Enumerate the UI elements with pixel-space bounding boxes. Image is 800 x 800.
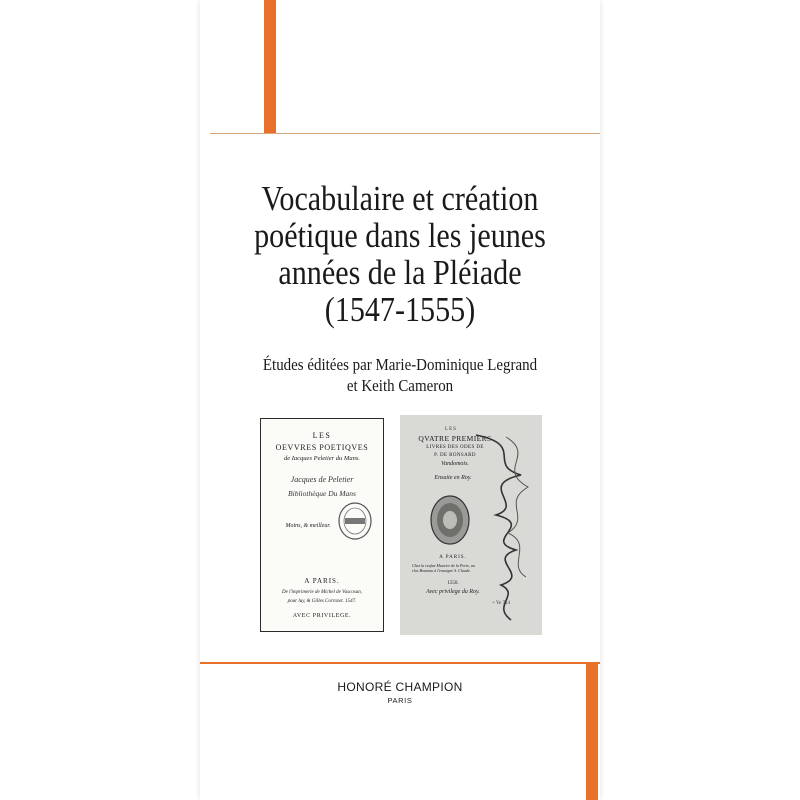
plate-shelfmark: + Ye 714 [492,601,510,606]
title-page-image-ronsard [400,415,542,635]
plate-text: LES [312,431,332,440]
plate-text: LIVRES DES ODES DE [426,445,484,450]
plate-text: Vandomois. [441,461,469,467]
plate-text: P. DE RONSARD [434,453,476,458]
plate-text: QVATRE PREMIERS [418,434,492,443]
editors-credit [242,354,559,396]
title-line: (1547-1555) [324,290,476,329]
plate-text: de Iacques Peletier du Mans. [284,455,360,462]
plate-motto: Moins, & meilleur. [285,523,331,529]
plate-place: A PARIS. [439,555,467,560]
plate-text: OEVVRES POETIQVES [275,443,369,452]
title-page-image-peletier [260,418,384,632]
editors-line: Études éditées par Marie-Dominique Legrand [262,355,538,374]
plate-imprint: pour luy, & Gilles Corrozet. 1547. [287,599,357,604]
bottom-accent-bar [586,664,598,800]
handwritten-flourish-icon [466,425,540,625]
title-line: Vocabulaire et création [261,179,539,218]
plate-imprint: De l'imprimerie de Michel de Vascosan, [282,590,362,595]
top-accent-bar [264,0,276,134]
plate-privilege: Avec privilege du Roy. [426,589,480,595]
book-title [245,180,555,328]
top-rule [210,133,600,134]
plate-dedication: Ensuite en Roy. [434,475,472,481]
title-line: poétique dans les jeunes [254,216,546,255]
plate-place: A PARIS. [304,577,340,585]
plate-privilege: AVEC PRIVILEGE. [292,613,352,619]
publisher-name: HONORÉ CHAMPION [337,680,463,694]
plate-year: 1550. [447,581,459,586]
handwritten-signature: Bibliothèque Du Mans [288,489,356,498]
title-line: années de la Pléiade [278,253,522,292]
handwritten-signature: Jacques de Peletier [290,475,354,484]
library-stamp-icon [337,501,373,541]
plate-text: LES [445,427,457,432]
editors-line: et Keith Cameron [346,376,454,395]
bottom-rule [200,662,600,664]
publisher-city: PARIS [387,696,413,705]
plate-imprint: Chez la veufue Maurice de la Porte, au clos Bruneau à l'enseigne S. Claude. [412,563,475,573]
